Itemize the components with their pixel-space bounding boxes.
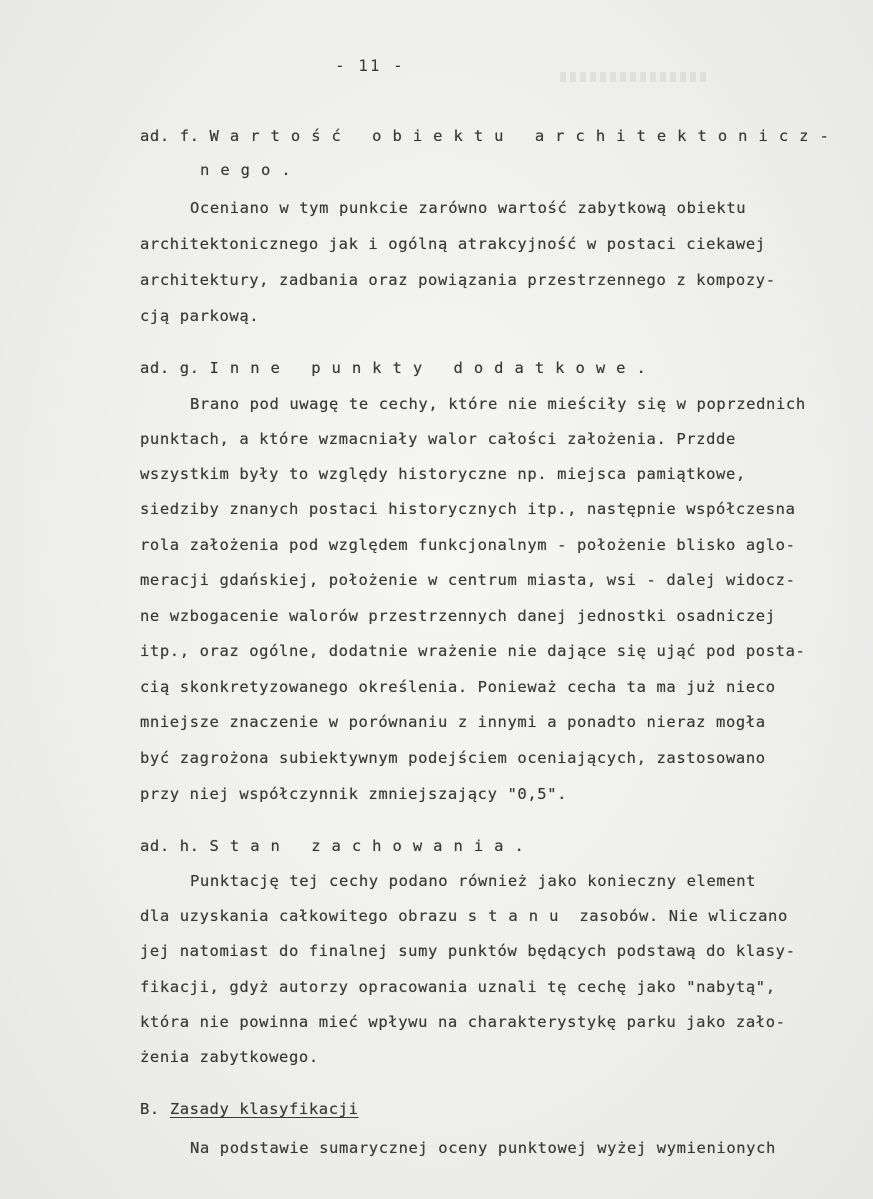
section-h-body-part: dla uzyskania całkowitego obrazu: [140, 907, 468, 925]
section-f-heading: [140, 126, 840, 146]
section-g-body-line: punktach, a które wzmacniały walor całości założenia. Przdde: [140, 430, 736, 448]
section-g-body-line: być zagrożona subiektywnym podejściem oceniających, zastosowano: [140, 749, 766, 767]
section-f-title-line1: Wartość obiektu architektonicz-: [209, 127, 840, 145]
section-f-body-line: architektonicznego jak i ogólną atrakcyjność w postaci ciekawej: [140, 235, 766, 253]
section-g-body-line: meracji gdańskiej, położenie w centrum miasta, wsi - dalej widocz-: [140, 571, 796, 589]
section-g-body-line: rola założenia pod względem funkcjonalnym - położenie blisko aglo-: [140, 536, 796, 554]
section-h-prefix: ad. h.: [140, 837, 200, 855]
section-g-body-line: cią skonkretyzowanego określenia. Ponieważ cecha ta ma już nieco: [140, 678, 776, 696]
section-g-heading: [140, 358, 657, 378]
section-h-body-line: która nie powinna mieć wpływu na charakterystykę parku jako zało-: [140, 1013, 786, 1031]
section-g-prefix: ad. g.: [140, 359, 200, 377]
section-g-body-line: Brano pod uwagę te cechy, które nie mieściły się w poprzednich: [190, 395, 806, 413]
section-b-prefix: B.: [140, 1100, 160, 1118]
section-g-body-line: mniejsze znaczenie w porównaniu z innymi a ponadto nieraz mogła: [140, 713, 766, 731]
section-h-body-part: zasobów. Nie wliczano: [569, 907, 788, 925]
section-g-body-line: siedziby znanych postaci historycznych itp., następnie współczesna: [140, 500, 796, 518]
section-h-spaced-word: stanu: [467, 907, 570, 925]
section-b-title: Zasady klasyfikacji: [169, 1100, 359, 1118]
section-b-heading: [140, 1099, 359, 1119]
section-h-title: Stan zachowania.: [209, 837, 535, 855]
bleed-through-mark: [560, 72, 710, 82]
section-h-heading: [140, 836, 535, 856]
section-g-body-line: przy niej współczynnik zmniejszający "0,5".: [140, 785, 568, 803]
section-h-body-line: jej natomiast do finalnej sumy punktów będących podstawą do klasy-: [140, 942, 796, 960]
section-h-body-line: [140, 906, 788, 926]
section-h-body-line: żenia zabytkowego.: [140, 1048, 319, 1066]
section-f-body-line: architektury, zadbania oraz powiązania przestrzennego z kompozy-: [140, 271, 776, 289]
section-g-title: Inne punkty dodatkowe.: [209, 359, 657, 377]
section-b-body-line: Na podstawie sumarycznej oceny punktowej wyżej wymienionych: [190, 1139, 776, 1157]
section-f-body-line: cją parkową.: [140, 307, 260, 325]
section-f-title-line2: nego.: [200, 161, 302, 179]
section-g-body-line: ne wzbogacenie walorów przestrzennych danej jednostki osadniczej: [140, 607, 776, 625]
section-f-prefix: ad. f.: [140, 127, 200, 145]
page-number: - 11 -: [335, 56, 405, 75]
section-h-body-line: fikacji, gdyż autorzy opracowania uznali tę cechę jako "nabytą",: [140, 978, 776, 996]
section-h-body-line: Punktację tej cechy podano również jako konieczny element: [190, 872, 757, 890]
section-g-body-line: wszystkim były to względy historyczne np. miejsca pamiątkowe,: [140, 465, 746, 483]
section-g-body-line: itp., oraz ogólne, dodatnie wrażenie nie dające się ująć pod posta-: [140, 642, 806, 660]
section-f-body-line: Oceniano w tym punkcie zarówno wartość zabytkową obiektu: [190, 199, 747, 217]
